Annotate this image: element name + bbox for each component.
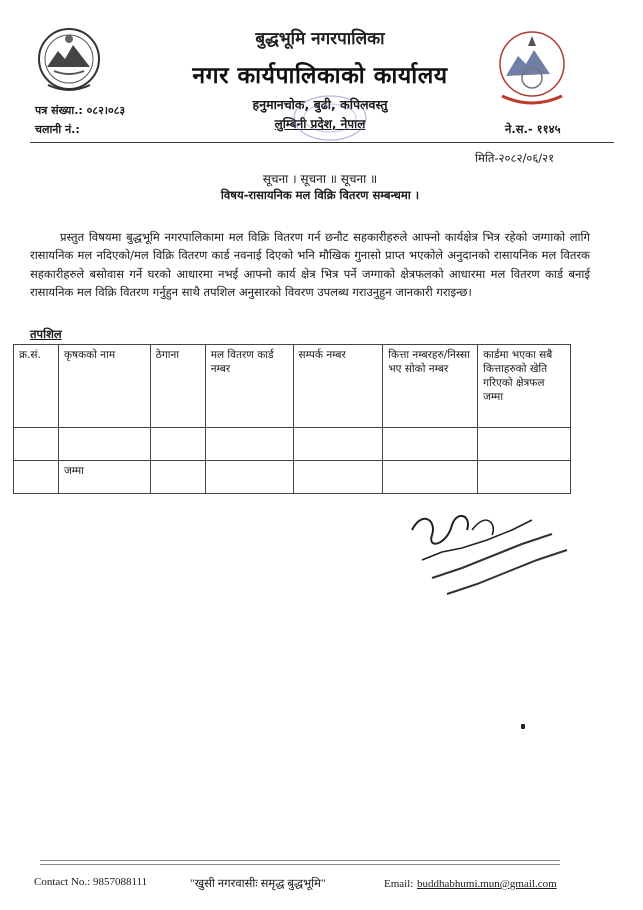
letter-subject: विषय-रासायनिक मल विक्रि वितरण सम्बन्धमा । (220, 188, 420, 202)
nepal-sambat-year: ने.स.- ११४५ (505, 122, 561, 136)
dispatch-number: चलानी नं.: (35, 123, 80, 136)
municipality-name: बुद्धभूमि नगरपालिका (255, 29, 385, 49)
table-cell (58, 428, 150, 461)
footer-email-label: Email: (384, 878, 414, 890)
table-header-cell: कृषकको नाम (58, 345, 150, 428)
table-header-row (14, 345, 571, 428)
table-cell (205, 461, 293, 494)
footer-contact: Contact No.: 9857088111 (34, 876, 148, 888)
table-cell (14, 461, 59, 494)
table-row (14, 428, 571, 461)
table-cell (383, 428, 478, 461)
details-heading: तपशिल (30, 327, 62, 341)
table-header-cell: कित्ता नम्बरहरु/निस्सा भए सोको नम्बर (383, 345, 478, 428)
office-province: लुम्बिनी प्रदेश, नेपाल (274, 117, 366, 131)
table-cell (478, 428, 571, 461)
ink-mark (521, 724, 525, 729)
letter-body: प्रस्तुत विषयमा बुद्धभूमि नगरपालिकामा मल विक्रि वितरण गर्न छनौट सहकारीहरुले आफ्नो कार्यक्षेत्र भित्र रहेको जग्गाको लागि रासायनिक मल नदिएको/मल विक्रि वितरण कार्ड नवनाई दिएको भनि मौखिक गुनासो प्राप्त भएकोले अनुदानको रासायनिक मल वितरक सहकारीहरुले बसोवास गर्ने घरको आधारमा नभई आफ्नो कार्य क्षेत्र भित्र पर्ने जग्गाको क्षेत्रफलको आधारमा मल वितरण कार्ड बनाई रासायनिक मल विक्रि वितरण गर्नुहुन साथै तपशिल अनुसारको विवरण उपलब्ध गराउनुहुन जानकारी गराइन्छ। (30, 230, 590, 300)
table-cell (478, 461, 571, 494)
office-stamp-icon (290, 92, 370, 144)
table-header-cell: ठेगाना (150, 345, 205, 428)
table-cell (150, 461, 205, 494)
office-address: हनुमानचोक, बुढी, कपिलवस्तु (252, 97, 388, 112)
table-cell (150, 428, 205, 461)
table-cell (205, 428, 293, 461)
table-header-cell: क्र.सं. (14, 345, 59, 428)
municipality-emblem-icon (34, 25, 104, 97)
footer-email-link[interactable]: buddhabhumi.mun@gmail.com (417, 878, 557, 890)
footer-divider (40, 860, 560, 865)
notice-title: सूचना । सूचना ॥ सूचना ॥ (262, 172, 378, 186)
table-header-cell: मल वितरण कार्ड नम्बर (205, 345, 293, 428)
table-header-cell: सम्पर्क नम्बर (293, 345, 383, 428)
details-table (13, 344, 571, 494)
footer-slogan: "खुसी नगरवासीः समृद्ध बुद्धभूमि" (190, 878, 326, 890)
table-cell (293, 461, 383, 494)
letter-reference-number: पत्र संख्या.: ०८२।०८३ (35, 104, 126, 117)
officer-signature-stamp (392, 490, 592, 600)
table-total-label: जम्मा (58, 461, 150, 494)
table-cell (383, 461, 478, 494)
letter-date: मिति-२०८२/०६/२१ (475, 151, 555, 165)
table-header-cell: कार्डमा भएका सबै कित्ताहरुको खेति गरिएको क्षेत्रफल जम्मा (478, 345, 571, 428)
table-cell (14, 428, 59, 461)
table-cell (293, 428, 383, 461)
table-total-row (14, 461, 571, 494)
office-name: नगर कार्यपालिकाको कार्यालय (192, 63, 448, 89)
header-divider (30, 142, 614, 143)
